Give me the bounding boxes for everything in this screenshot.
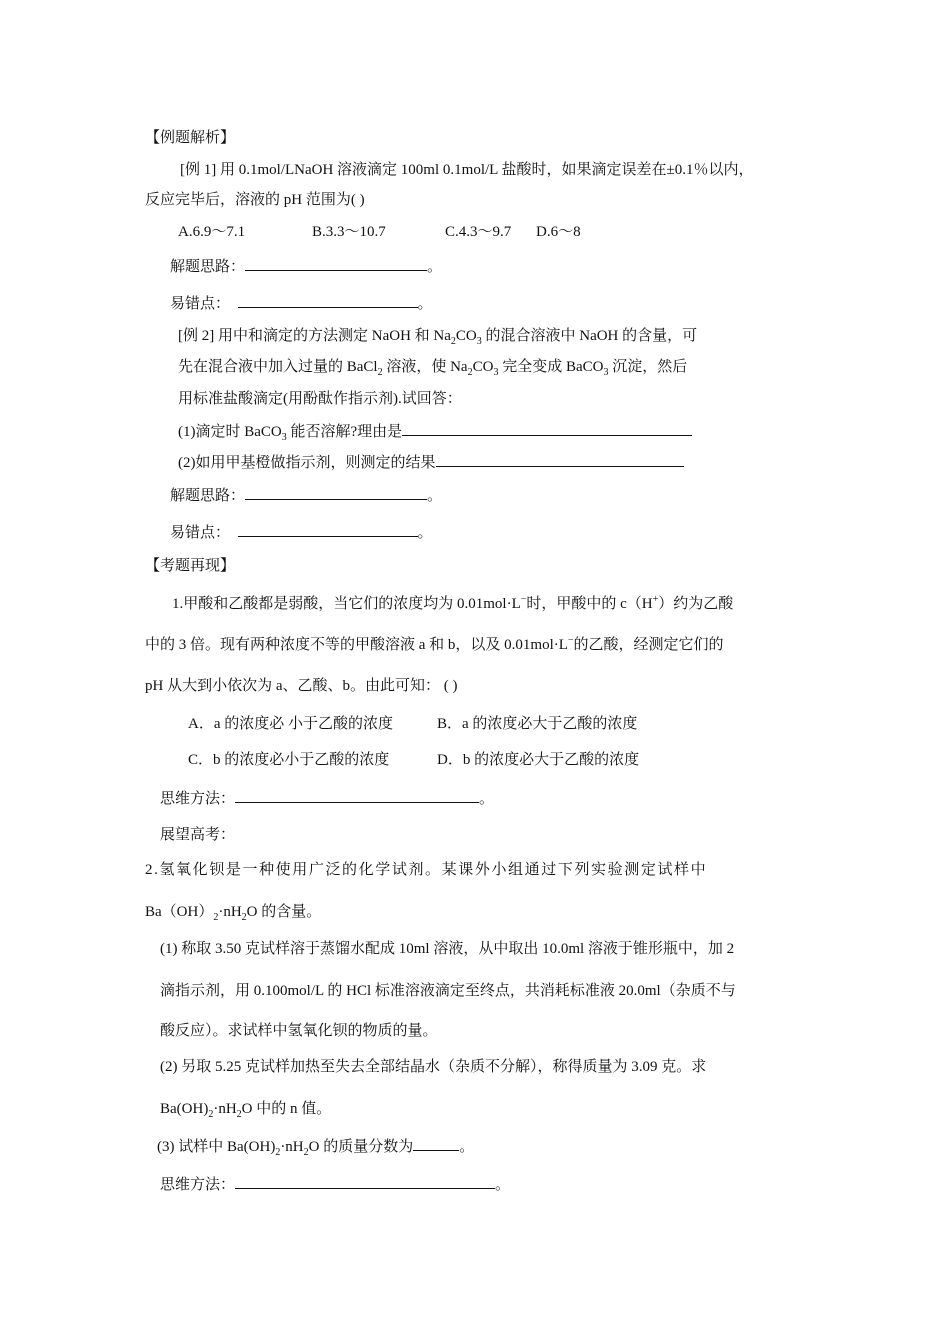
end-mark: 。 bbox=[495, 1177, 511, 1193]
example2-line3: 用标准盐酸滴定(用酚酞作指示剂).试回答： bbox=[178, 391, 462, 407]
text: ）约为乙酸 bbox=[658, 596, 734, 612]
method-label: 思维方法： bbox=[160, 791, 236, 807]
exam-q2-part2-line2 bbox=[160, 1099, 331, 1119]
end-mark: 。 bbox=[417, 296, 433, 312]
example1-option-b: B.3.3～10.7 bbox=[312, 224, 386, 240]
exam-q1-line3: pH 从大到小依次为 a、乙酸、b。由此可知： ( ) bbox=[145, 678, 458, 694]
example1-approach bbox=[170, 256, 442, 277]
text: ·nH bbox=[280, 1139, 304, 1155]
exam-q2-part3 bbox=[157, 1136, 474, 1157]
exam-q1-option-d: D．b 的浓度必大于乙酸的浓度 bbox=[437, 752, 640, 768]
text: O 中的 n 值。 bbox=[241, 1101, 332, 1117]
exam-q1-option-a: A．a 的浓度必 小于乙酸的浓度 bbox=[188, 716, 393, 732]
approach-answer-blank[interactable] bbox=[245, 256, 427, 271]
exam-q1-option-c: C．b 的浓度必小于乙酸的浓度 bbox=[188, 752, 390, 768]
subscript: 3 bbox=[493, 367, 499, 378]
text: 先在混合液中加入过量的 BaCl bbox=[178, 359, 378, 375]
exam-q2-line2 bbox=[145, 902, 321, 922]
subscript: 2 bbox=[208, 1109, 214, 1120]
example2-approach bbox=[170, 485, 442, 506]
exam-q2-part1-line3: 酸反应）。求试样中氢氧化钡的物质的量。 bbox=[160, 1023, 438, 1039]
method-label: 思维方法： bbox=[160, 1177, 236, 1193]
text: 时，甲酸中的 c（H bbox=[526, 596, 653, 612]
subscript: 3 bbox=[476, 336, 482, 347]
approach-label: 解题思路： bbox=[170, 488, 246, 504]
exam-q2-part2-line1: (2) 另取 5.25 克试样加热至失去全部结晶水（杂质不分解），称得质量为 3.09 克。求 bbox=[160, 1059, 707, 1075]
pitfall-answer-blank[interactable] bbox=[238, 293, 418, 308]
subscript: 2 bbox=[467, 367, 473, 378]
text: O 的质量分数为 bbox=[308, 1139, 414, 1155]
superscript: − bbox=[520, 594, 527, 605]
example2-question2 bbox=[178, 452, 684, 473]
pitfall-label: 易错点： bbox=[170, 525, 231, 541]
text: ·nH bbox=[213, 1101, 237, 1117]
end-mark: 。 bbox=[459, 1139, 475, 1155]
section-heading-exam: 【考题再现】 bbox=[145, 558, 236, 574]
exam-q2-line1: 2.氢氧化钡是一种使用广泛的化学试剂。某课外小组通过下列实验测定试样中 bbox=[145, 862, 708, 878]
subscript: 2 bbox=[236, 1109, 242, 1120]
subscript: 2 bbox=[241, 912, 247, 923]
exam-q1-method bbox=[160, 788, 494, 809]
q2-answer-blank[interactable] bbox=[436, 452, 684, 467]
text: Ba（OH） bbox=[145, 904, 214, 920]
text: 完全变成 BaCO bbox=[498, 359, 604, 375]
example2-line2 bbox=[178, 357, 687, 377]
approach-answer-blank[interactable] bbox=[245, 485, 427, 500]
text: [例 2] 用中和滴定的方法测定 NaOH 和 Na bbox=[178, 328, 451, 344]
subscript: 2 bbox=[450, 336, 456, 347]
method-answer-blank[interactable] bbox=[235, 788, 479, 803]
exam-q2-part1-line2: 滴指示剂，用 0.100mol/L 的 HCl 标准溶液滴定至终点，共消耗标准液 20.0ml（杂质不与 bbox=[160, 983, 736, 999]
example1-pitfall bbox=[170, 293, 433, 314]
text: 的混合溶液中 NaOH 的含量，可 bbox=[481, 328, 698, 344]
example1-option-a: A.6.9～7.1 bbox=[178, 224, 246, 240]
end-mark: 。 bbox=[479, 791, 495, 807]
exam-q1-line2 bbox=[145, 635, 724, 655]
subscript: 2 bbox=[377, 367, 383, 378]
text: (2)如用甲基橙做指示剂，则测定的结果 bbox=[178, 455, 436, 471]
text: CO bbox=[472, 359, 494, 375]
text: (3) 试样中 Ba(OH) bbox=[157, 1139, 276, 1155]
section-heading-examples: 【例题解析】 bbox=[145, 130, 236, 146]
text: 沉淀，然后 bbox=[608, 359, 688, 375]
example1-option-c: C.4.3～9.7 bbox=[445, 224, 512, 240]
exam-q2-part1-line1: (1) 称取 3.50 克试样溶于蒸馏水配成 10ml 溶液，从中取出 10.0ml 溶液于锥形瓶中，加 2 bbox=[160, 941, 735, 957]
exam-q1-option-b: B．a 的浓度必大于乙酸的浓度 bbox=[437, 716, 638, 732]
end-mark: 。 bbox=[417, 525, 433, 541]
example1-line2: 反应完毕后，溶液的 pH 范围为( ) bbox=[145, 192, 365, 208]
subscript: 2 bbox=[213, 912, 219, 923]
q1-answer-blank[interactable] bbox=[402, 421, 692, 436]
text: (1)滴定时 BaCO bbox=[178, 424, 282, 440]
text: ·nH bbox=[218, 904, 242, 920]
text: 的乙酸，经测定它们的 bbox=[573, 637, 724, 653]
text: Ba(OH) bbox=[160, 1101, 209, 1117]
subscript: 2 bbox=[275, 1147, 281, 1158]
pitfall-label: 易错点： bbox=[170, 296, 231, 312]
end-mark: 。 bbox=[427, 488, 443, 504]
subscript: 3 bbox=[603, 367, 609, 378]
example2-question1 bbox=[178, 421, 692, 442]
example1-option-d: D.6～8 bbox=[536, 224, 581, 240]
approach-label: 解题思路： bbox=[170, 259, 246, 275]
example2-line1 bbox=[178, 326, 697, 346]
end-mark: 。 bbox=[427, 259, 443, 275]
text: 能否溶解?理由是 bbox=[286, 424, 403, 440]
superscript: − bbox=[567, 635, 574, 646]
text: 1.甲酸和乙酸都是弱酸，当它们的浓度均为 0.01mol·L bbox=[172, 596, 521, 612]
pitfall-answer-blank[interactable] bbox=[238, 522, 418, 537]
subscript: 3 bbox=[281, 432, 287, 443]
example2-pitfall bbox=[170, 522, 433, 543]
superscript: + bbox=[652, 594, 659, 605]
example1-line1: [例 1] 用 0.1mol/LNaOH 溶液滴定 100ml 0.1mol/L 盐酸时，如果滴定误差在±0.1％以内， bbox=[180, 162, 754, 178]
outlook-label: 展望高考： bbox=[160, 827, 236, 843]
text: 中的 3 倍。现有两种浓度不等的甲酸溶液 a 和 b，以及 0.01mol·L bbox=[145, 637, 568, 653]
exam-q2-method bbox=[160, 1174, 510, 1195]
text: O 的含量。 bbox=[246, 904, 322, 920]
subscript: 2 bbox=[303, 1147, 309, 1158]
text: 溶液，使 Na bbox=[382, 359, 468, 375]
method-answer-blank[interactable] bbox=[235, 1174, 495, 1189]
text: CO bbox=[455, 328, 477, 344]
exam-q1-line1 bbox=[172, 594, 733, 614]
mass-fraction-answer-blank[interactable] bbox=[413, 1136, 459, 1151]
